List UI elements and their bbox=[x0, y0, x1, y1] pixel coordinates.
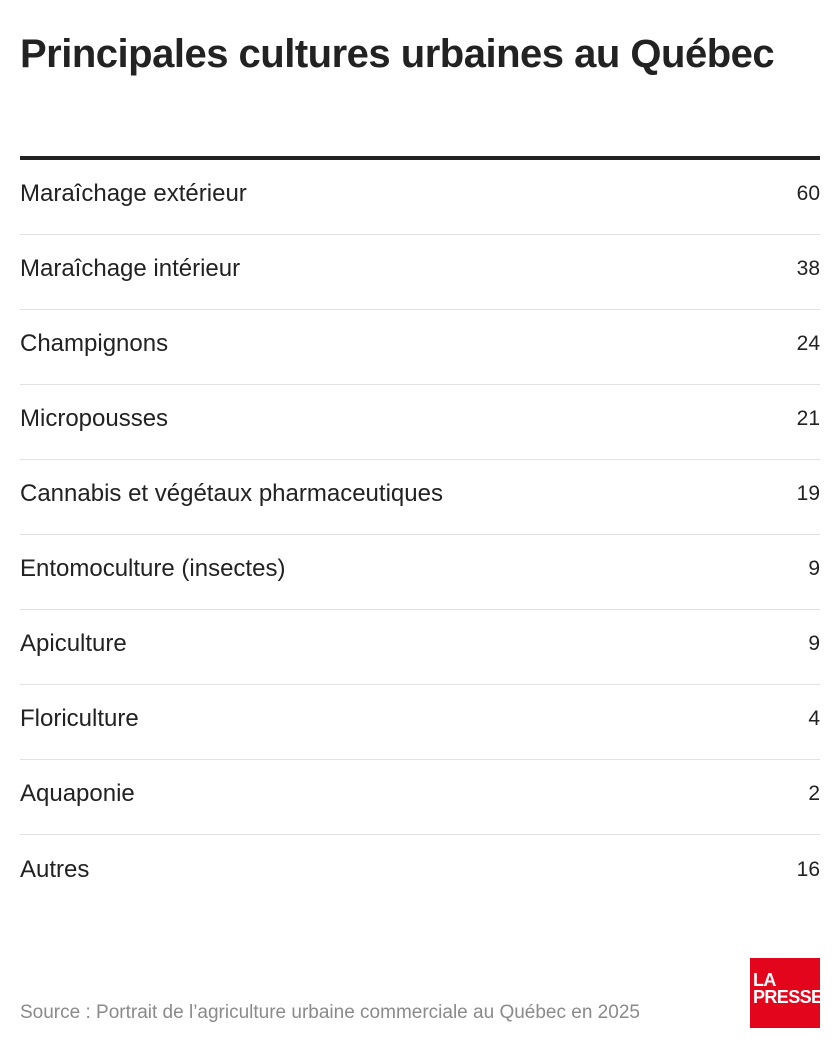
chart-title: Principales cultures urbaines au Québec bbox=[20, 32, 775, 76]
row-label: Micropousses bbox=[20, 405, 169, 432]
table-row bbox=[20, 685, 820, 760]
row-value: 9 bbox=[808, 632, 820, 655]
row-value: 4 bbox=[808, 707, 820, 730]
logo-line-2: PRESSE bbox=[753, 987, 823, 1007]
table-row bbox=[20, 535, 820, 610]
source-note: Source : Portrait de l’agriculture urbaine commerciale au Québec en 2025 bbox=[20, 1002, 640, 1023]
row-label: Entomoculture (insectes) bbox=[20, 555, 286, 582]
row-value: 60 bbox=[796, 182, 820, 205]
row-label: Maraîchage intérieur bbox=[20, 255, 241, 282]
table-row bbox=[20, 385, 820, 460]
row-label: Maraîchage extérieur bbox=[20, 180, 247, 207]
row-value: 19 bbox=[796, 482, 820, 505]
table-row bbox=[20, 310, 820, 385]
data-table bbox=[20, 156, 820, 910]
row-label: Apiculture bbox=[20, 630, 127, 657]
table-row bbox=[20, 760, 820, 835]
row-label: Champignons bbox=[20, 330, 169, 357]
row-value: 2 bbox=[808, 782, 820, 805]
table-row bbox=[20, 835, 820, 910]
row-label: Aquaponie bbox=[20, 780, 135, 807]
logo-line-1: LA bbox=[753, 970, 776, 990]
row-value: 9 bbox=[808, 557, 820, 580]
row-value: 16 bbox=[796, 857, 820, 881]
la-presse-logo bbox=[750, 958, 823, 1028]
row-label: Autres bbox=[20, 855, 90, 883]
row-value: 38 bbox=[796, 257, 820, 280]
row-label: Cannabis et végétaux pharmaceutiques bbox=[20, 480, 443, 507]
table-row bbox=[20, 235, 820, 310]
row-value: 24 bbox=[796, 332, 820, 355]
table-row bbox=[20, 460, 820, 535]
row-label: Floriculture bbox=[20, 705, 139, 732]
row-value: 21 bbox=[796, 407, 820, 430]
table-row bbox=[20, 610, 820, 685]
table-row bbox=[20, 160, 820, 235]
